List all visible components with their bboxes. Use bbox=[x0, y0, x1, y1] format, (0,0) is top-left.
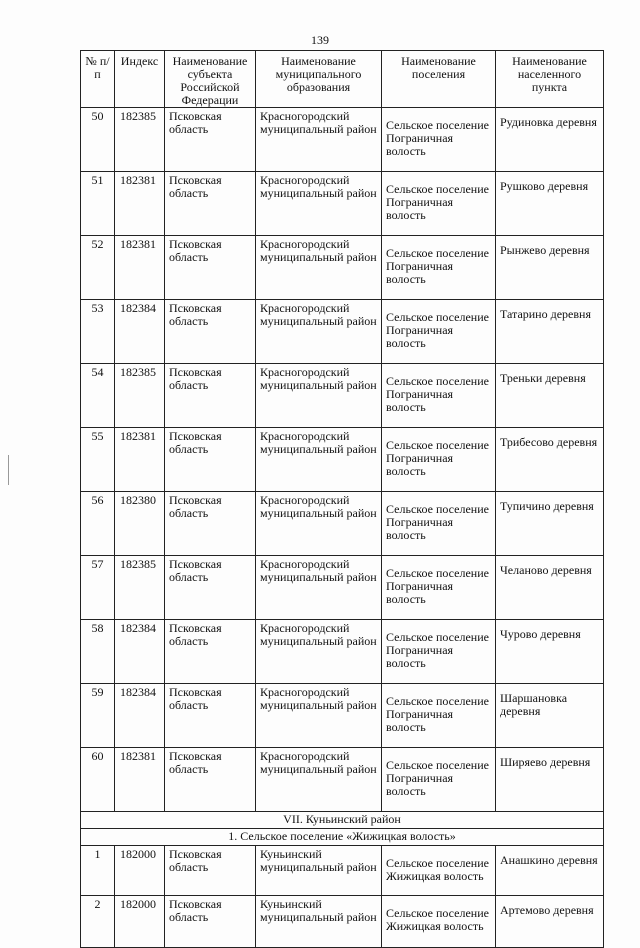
header-settlement: Наименование поселения bbox=[382, 51, 496, 108]
row-locality: Ширяево деревня bbox=[496, 748, 604, 812]
section-heading: VII. Куньинский район bbox=[81, 812, 604, 829]
table-row bbox=[81, 896, 604, 948]
row-index: 182381 bbox=[115, 428, 165, 492]
row-locality: Шаршановка деревня bbox=[496, 684, 604, 748]
row-settlement: Сельское поселение Пограничная волость bbox=[382, 236, 496, 300]
row-locality: Рушково деревня bbox=[496, 172, 604, 236]
row-index: 182384 bbox=[115, 300, 165, 364]
row-municipality: Красногородский муниципальный район bbox=[256, 492, 382, 556]
table-row bbox=[81, 236, 604, 300]
row-settlement: Сельское поселение Пограничная волость bbox=[382, 492, 496, 556]
row-settlement: Сельское поселение Пограничная волость bbox=[382, 556, 496, 620]
row-subject: Псковская область bbox=[165, 492, 256, 556]
row-num: 50 bbox=[81, 108, 115, 172]
row-index: 182384 bbox=[115, 620, 165, 684]
row-municipality: Красногородский муниципальный район bbox=[256, 364, 382, 428]
table-row bbox=[81, 556, 604, 620]
row-municipality: Красногородский муниципальный район bbox=[256, 300, 382, 364]
row-locality: Трибесово деревня bbox=[496, 428, 604, 492]
row-settlement: Сельское поселение Пограничная волость bbox=[382, 300, 496, 364]
row-subject: Псковская область bbox=[165, 748, 256, 812]
row-subject: Псковская область bbox=[165, 364, 256, 428]
row-subject: Псковская область bbox=[165, 846, 256, 896]
row-settlement: Сельское поселение Жижицкая волость bbox=[382, 896, 496, 948]
table-row bbox=[81, 492, 604, 556]
row-municipality: Красногородский муниципальный район bbox=[256, 236, 382, 300]
subsection-heading-row bbox=[81, 829, 604, 846]
row-municipality: Красногородский муниципальный район bbox=[256, 428, 382, 492]
table-row bbox=[81, 172, 604, 236]
header-index: Индекс bbox=[115, 51, 165, 108]
row-subject: Псковская область bbox=[165, 620, 256, 684]
row-index: 182381 bbox=[115, 172, 165, 236]
row-num: 1 bbox=[81, 846, 115, 896]
row-num: 52 bbox=[81, 236, 115, 300]
page-number: 139 bbox=[311, 33, 329, 47]
row-subject: Псковская область bbox=[165, 684, 256, 748]
row-index: 182000 bbox=[115, 896, 165, 948]
row-locality: Тупичино деревня bbox=[496, 492, 604, 556]
header-subject: Наименование субъекта Российской Федерации bbox=[165, 51, 256, 108]
table-row bbox=[81, 684, 604, 748]
row-num: 56 bbox=[81, 492, 115, 556]
row-settlement: Сельское поселение Жижицкая волость bbox=[382, 846, 496, 896]
row-index: 182000 bbox=[115, 846, 165, 896]
row-index: 182381 bbox=[115, 236, 165, 300]
row-index: 182385 bbox=[115, 108, 165, 172]
scan-edge-mark bbox=[8, 455, 9, 485]
row-municipality: Красногородский муниципальный район bbox=[256, 172, 382, 236]
table-row bbox=[81, 428, 604, 492]
row-num: 51 bbox=[81, 172, 115, 236]
row-num: 60 bbox=[81, 748, 115, 812]
row-settlement: Сельское поселение Пограничная волость bbox=[382, 108, 496, 172]
row-index: 182380 bbox=[115, 492, 165, 556]
row-municipality: Красногородский муниципальный район bbox=[256, 108, 382, 172]
settlements-table bbox=[80, 50, 604, 948]
row-num: 58 bbox=[81, 620, 115, 684]
row-municipality: Красногородский муниципальный район bbox=[256, 556, 382, 620]
row-settlement: Сельское поселение Пограничная волость bbox=[382, 620, 496, 684]
row-settlement: Сельское поселение Пограничная волость bbox=[382, 684, 496, 748]
section-heading-row bbox=[81, 812, 604, 829]
row-subject: Псковская область bbox=[165, 300, 256, 364]
table-row bbox=[81, 846, 604, 896]
row-municipality: Красногородский муниципальный район bbox=[256, 748, 382, 812]
row-num: 54 bbox=[81, 364, 115, 428]
header-num: № п/п bbox=[81, 51, 115, 108]
row-num: 53 bbox=[81, 300, 115, 364]
row-locality: Рудиновка деревня bbox=[496, 108, 604, 172]
table-row bbox=[81, 748, 604, 812]
row-index: 182384 bbox=[115, 684, 165, 748]
row-subject: Псковская область bbox=[165, 428, 256, 492]
row-municipality: Куньинский муниципальный район bbox=[256, 896, 382, 948]
row-num: 2 bbox=[81, 896, 115, 948]
row-municipality: Красногородский муниципальный район bbox=[256, 620, 382, 684]
row-locality: Треньки деревня bbox=[496, 364, 604, 428]
row-subject: Псковская область bbox=[165, 108, 256, 172]
row-settlement: Сельское поселение Пограничная волость bbox=[382, 748, 496, 812]
row-index: 182385 bbox=[115, 556, 165, 620]
row-num: 59 bbox=[81, 684, 115, 748]
row-locality: Рынжево деревня bbox=[496, 236, 604, 300]
table-row bbox=[81, 364, 604, 428]
row-municipality: Куньинский муниципальный район bbox=[256, 846, 382, 896]
row-locality: Чурово деревня bbox=[496, 620, 604, 684]
row-subject: Псковская область bbox=[165, 556, 256, 620]
row-index: 182381 bbox=[115, 748, 165, 812]
header-locality: Наименование населенного пункта bbox=[496, 51, 604, 108]
row-locality: Артемово деревня bbox=[496, 896, 604, 948]
row-locality: Анашкино деревня bbox=[496, 846, 604, 896]
row-index: 182385 bbox=[115, 364, 165, 428]
row-settlement: Сельское поселение Пограничная волость bbox=[382, 172, 496, 236]
table-row bbox=[81, 300, 604, 364]
row-settlement: Сельское поселение Пограничная волость bbox=[382, 428, 496, 492]
row-subject: Псковская область bbox=[165, 236, 256, 300]
row-locality: Татарино деревня bbox=[496, 300, 604, 364]
row-locality: Челаново деревня bbox=[496, 556, 604, 620]
header-municipality: Наименование муниципального образования bbox=[256, 51, 382, 108]
table-row bbox=[81, 620, 604, 684]
subsection-heading: 1. Сельское поселение «Жижицкая волость» bbox=[81, 829, 604, 846]
row-municipality: Красногородский муниципальный район bbox=[256, 684, 382, 748]
row-settlement: Сельское поселение Пограничная волость bbox=[382, 364, 496, 428]
row-num: 55 bbox=[81, 428, 115, 492]
row-num: 57 bbox=[81, 556, 115, 620]
table-row bbox=[81, 108, 604, 172]
row-subject: Псковская область bbox=[165, 172, 256, 236]
table-header-row bbox=[81, 51, 604, 108]
row-subject: Псковская область bbox=[165, 896, 256, 948]
